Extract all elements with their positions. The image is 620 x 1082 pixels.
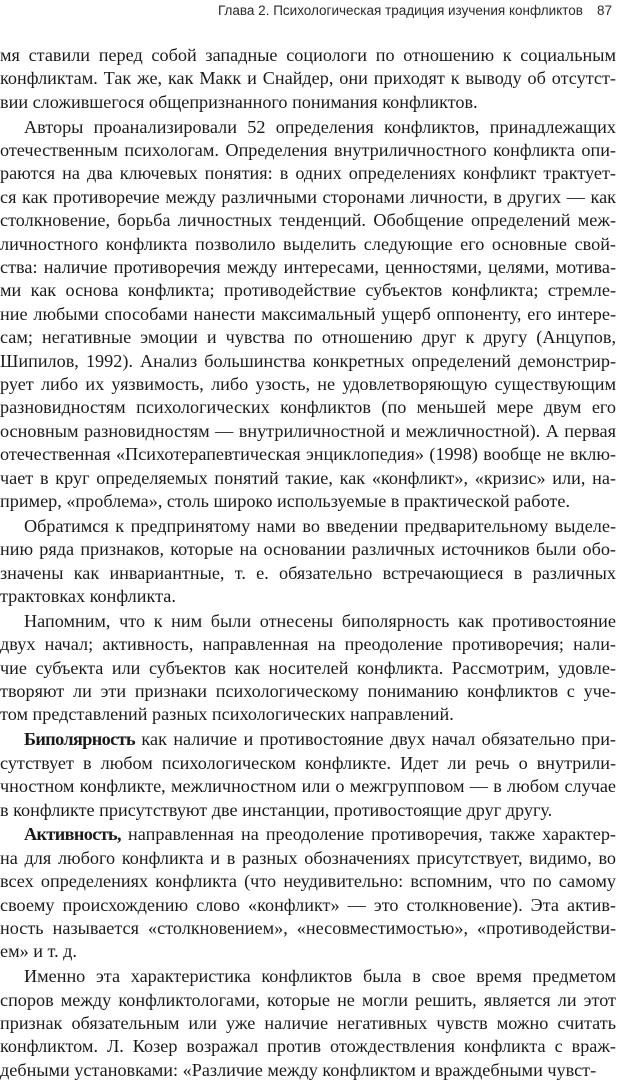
text-line: ми как основа конфликта; противодействие субъектов конфликта; стремле- xyxy=(0,280,616,301)
text-line xyxy=(0,823,616,846)
text-line: Авторы проанализировали 52 определения конфликтов, принадлежащих xyxy=(24,116,616,137)
text-line: конфликтам. Так же, как Макк и Снайдер, они приходят к выводу об отсутст- xyxy=(0,68,616,89)
text-line: основным разновидностям — внутриличностной и межличностной). А первая xyxy=(0,420,616,441)
text-line: творяют ли эти признаки психологическому пониманию конфликтов с уче- xyxy=(0,681,616,702)
text-line: дебными установками: «Различие между конфликтом и враждебными чувст- xyxy=(0,1059,597,1080)
text-line: сам; негативные эмоции и чувства по отношению друг к другу (Анцупов, xyxy=(0,327,616,348)
text-line: нию ряда признаков, которые на основании различных источников были обо- xyxy=(0,539,616,560)
text-line: признак обязательным или уже наличие негативных чувств можно считать xyxy=(0,1013,616,1034)
text-line: Обратимся к предпринятому нами во введении предварительному выделе- xyxy=(24,515,616,536)
paragraph xyxy=(0,44,616,114)
bold-term: Биполярность xyxy=(24,729,135,750)
text-line: ем» и т. д. xyxy=(0,941,77,962)
body-text xyxy=(0,44,616,1082)
text-line: двух начал; активность, направленная на преодоление противоречия; нали- xyxy=(0,634,616,655)
text-line: чает в круг определяемых понятий такие, как «конфликт», «кризис» или, на- xyxy=(0,467,616,488)
text-line: значены как инвариантные, т. е. обязательно встречающиеся в различных xyxy=(0,562,616,583)
text-line: мя ставили перед собой западные социологи по отношению к социальным xyxy=(0,45,616,65)
text-line: столкновение, борьба личностных тенденций. Обобщение определений меж- xyxy=(0,210,616,231)
text-line: отечественная «Психотерапевтическая энциклопедия» (1998) вообще не вклю- xyxy=(0,444,616,465)
text-line: конфликтом. Л. Козер возражал против отождествления конфликта с враж- xyxy=(0,1036,616,1057)
text-line: разновидностям психологических конфликтов (по меньшей мере двум его xyxy=(0,397,616,418)
paragraph xyxy=(0,965,616,1082)
text-line: раются на два ключевых понятия: в одних определениях конфликт трактует- xyxy=(0,163,616,184)
paragraph xyxy=(0,823,616,963)
text-line: Напомним, что к ним были отнесены биполярность как противостояние xyxy=(24,610,616,631)
paragraph xyxy=(0,515,616,609)
text-line: своему происхождению слово «конфликт» — это столкновение). Эта актив- xyxy=(0,894,616,915)
text-line: споров между конфликтологами, которые не могли решить, является ли этот xyxy=(0,989,616,1010)
text-line: сутствует в любом психологическом конфликте. Идет ли речь о внутрили- xyxy=(0,752,616,773)
text-line: рует либо их уязвимость, либо узость, не удовлетворяющую существующим xyxy=(0,373,616,394)
chapter-title: Глава 2. Психологическая традиция изучения конфликтов xyxy=(217,3,583,18)
text-line: Именно эта характеристика конфликтов была в свое время предметом xyxy=(24,966,616,987)
text-line: личностного конфликта позволило выделить следующие его основные свой- xyxy=(0,233,616,254)
text-line: вии сложившегося общепризнанного понимания конфликтов. xyxy=(0,91,478,112)
text-line: Шипилов, 1992). Анализ большинства конкретных определений демонстрир- xyxy=(0,350,616,371)
line-text: направленная на преодоление противоречия, также характер- xyxy=(121,824,616,845)
text-line: ства: наличие противоречия между интересами, ценностями, целями, мотива- xyxy=(0,257,616,278)
line-text: как наличие и противостояние двух начал обязательно при- xyxy=(135,729,616,750)
text-line: ность называется «столкновением», «несовместимостью», «противодействи- xyxy=(0,917,616,938)
text-line: ние любыми способами нанести максимальный ущерб оппоненту, его интере- xyxy=(0,303,616,324)
text-line: ся как противоречие между различными сторонами личности, в других — как xyxy=(0,186,616,207)
text-line xyxy=(0,728,616,751)
paragraph xyxy=(0,116,616,514)
text-line: на для любого конфликта и в разных обозначениях присутствует, видимо, во xyxy=(0,847,616,868)
running-head xyxy=(0,0,612,22)
text-line: чие субъекта или субъектов как носителей конфликта. Рассмотрим, удовле- xyxy=(0,657,616,678)
page-number: 87 xyxy=(596,3,612,18)
text-line: отечественным психологам. Определения внутриличностного конфликта опи- xyxy=(0,140,616,161)
paragraph xyxy=(0,728,616,822)
text-line: трактовках конфликта. xyxy=(0,585,176,606)
text-line: в конфликте присутствуют две инстанции, противостоящие друг другу. xyxy=(0,799,553,820)
text-line: чностном конфликте, межличностном или о межгрупповом — в любом случае xyxy=(0,776,616,797)
text-line: пример, «проблема», столь широко используемые в практической работе. xyxy=(0,490,570,511)
bold-term: Активность, xyxy=(24,824,121,845)
text-line: том представлений разных психологических направлений. xyxy=(0,704,454,725)
paragraph xyxy=(0,610,616,727)
text-line: всех определениях конфликта (что неудивительно: вспомним, что по самому xyxy=(0,871,616,892)
